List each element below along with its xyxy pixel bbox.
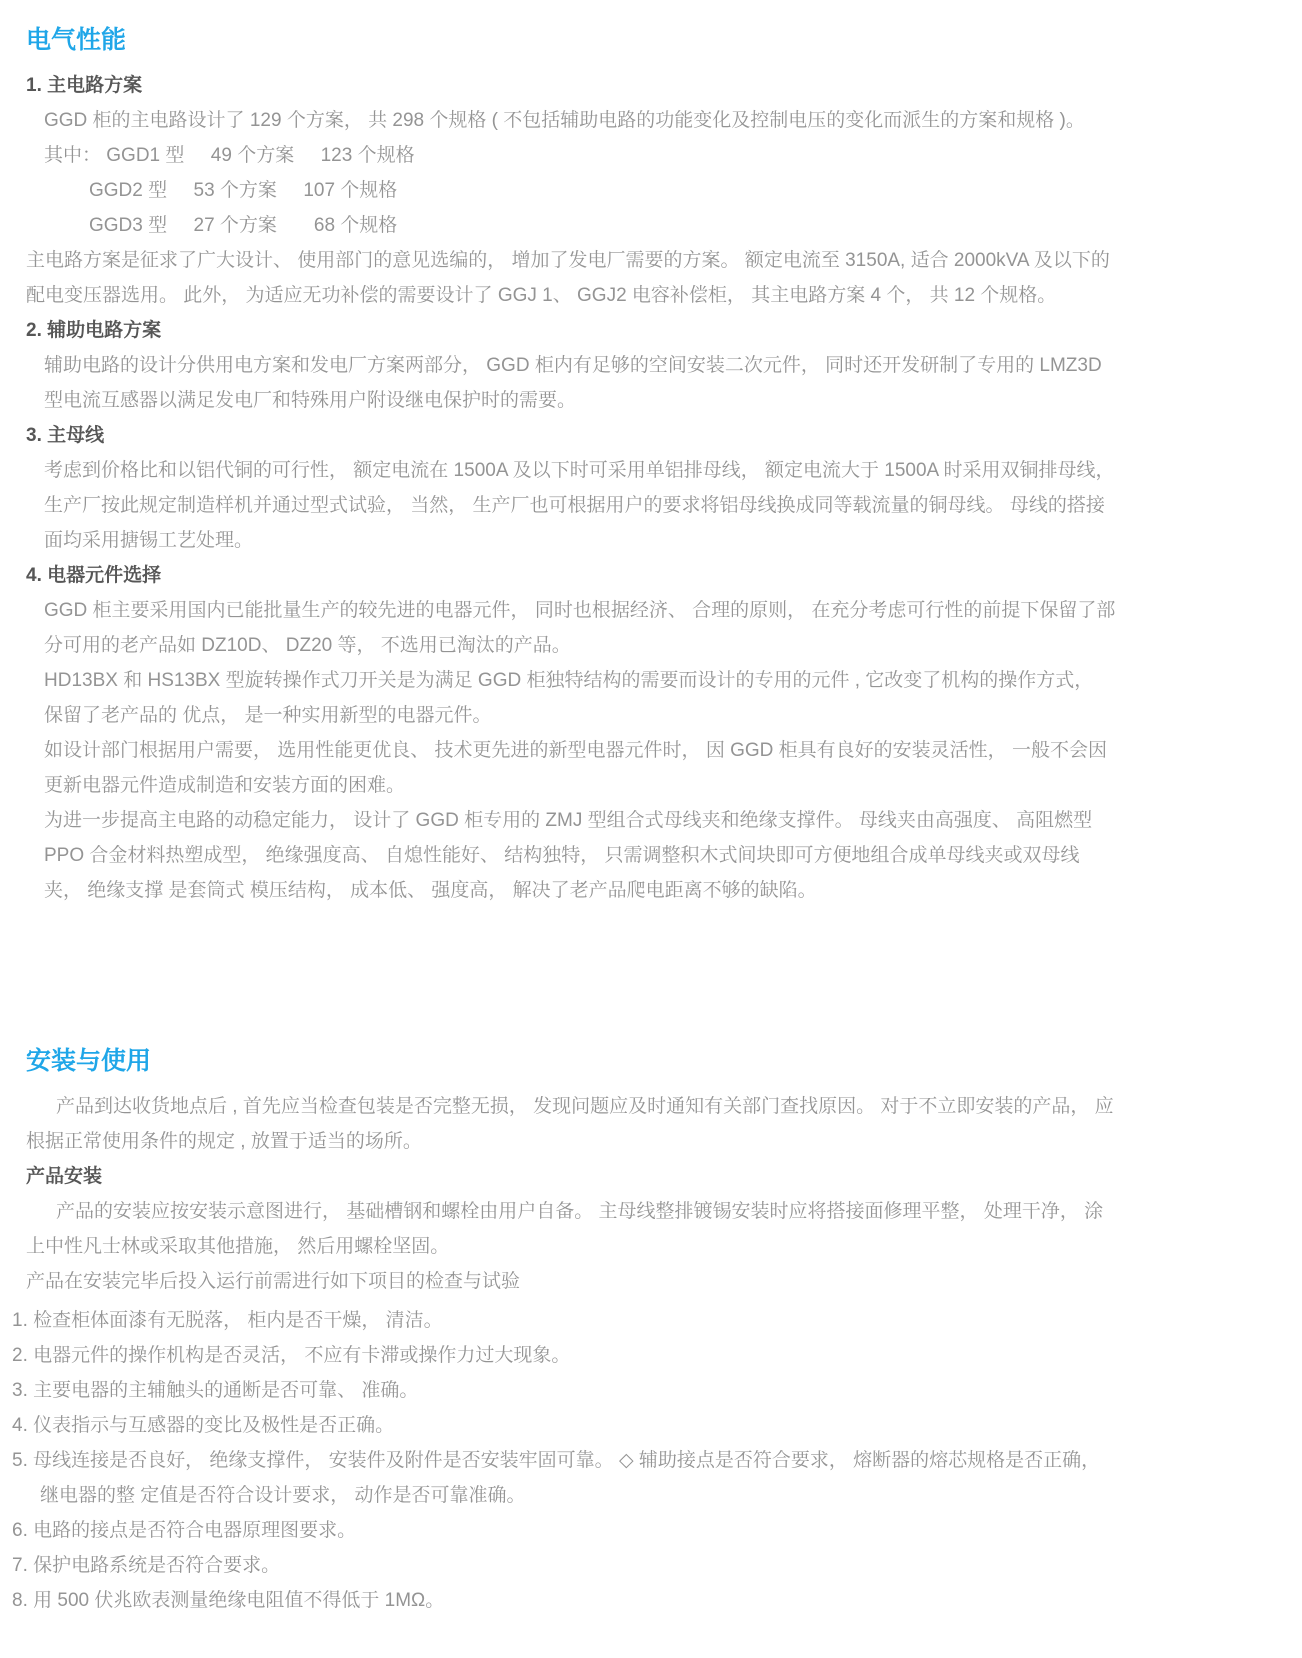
paragraph-component-selection-4: 为进一步提高主电路的动稳定能力， 设计了 GGD 柜专用的 ZMJ 型组合式母线夹和绝缘支撑件。 母线夹由高强度、 高阻燃型 PPO 合金材料热塑成型， 绝缘强度高、 自熄性能好、 结构独特， 只需调整积木式间块即可方便地组合成单母线夹或双母线夹， 绝缘支撑 是套筒式 模压结构， 成本低、 强度高， 解决了老产品爬电距离不够的缺陷。 (44, 810, 1093, 901)
check-item-2: 2. 电器元件的操作机构是否灵活， 不应有卡滞或操作力过大现象。 (12, 1345, 571, 1366)
spec-line-ggd1: 其中： GGD1 型 49 个方案 123 个规格 (44, 145, 415, 166)
check-list (12, 1303, 1116, 1618)
paragraph-component-selection-3: 如设计部门根据用户需要， 选用性能更优良、 技术更先进的新型电器元件时， 因 GGD 柜具有良好的安装灵活性， 一般不会因更新电器元件造成制造和安装方面的困难。 (44, 740, 1107, 796)
subheading-main-busbar: 3. 主母线 (26, 425, 105, 446)
paragraph-product-installation: 产品的安装应按安装示意图进行， 基础槽钢和螺栓由用户自备。 主母线整排镀锡安装时应将搭接面修理平整， 处理干净， 涂上中性凡士林或采取其他措施， 然后用螺栓坚固。 (26, 1201, 1104, 1257)
section-electrical-performance (26, 22, 1116, 908)
subheading-product-installation: 产品安装 (26, 1166, 103, 1187)
subheading-auxiliary-circuit: 2. 辅助电路方案 (26, 320, 162, 341)
check-item-8: 8. 用 500 伏兆欧表测量绝缘电阻值不得低于 1MΩ。 (12, 1590, 445, 1611)
check-item-6: 6. 电路的接点是否符合电器原理图要求。 (12, 1520, 357, 1541)
check-item-5: 5. 母线连接是否良好， 绝缘支撑件， 安装件及附件是否安装牢固可靠。 ◇ 辅助接点是否符合要求， 熔断器的熔芯规格是否正确， 继电器的整 定值是否符合设计要求， 动作是否可靠准确。 (12, 1450, 1101, 1506)
paragraph-component-selection-2: HD13BX 和 HS13BX 型旋转操作式刀开关是为满足 GGD 柜独特结构的需要而设计的专用的元件 , 它改变了机构的操作方式， 保留了老产品的 优点， 是一种实用新型的电器元件。 (44, 670, 1094, 726)
paragraph-main-circuit-detail: 主电路方案是征求了广大设计、 使用部门的意见选编的， 增加了发电厂需要的方案。 额定电流至 3150A, 适合 2000kVA 及以下的配电变压器选用。 此外， 为适应无功补偿的需要设计了 GGJ 1、 GGJ2 电容补偿柜， 其主电路方案 4 个， 共 12 个规格。 (26, 250, 1110, 306)
subheading-component-selection: 4. 电器元件选择 (26, 565, 162, 586)
spec-line-ggd3: GGD3 型 27 个方案 68 个规格 (89, 215, 398, 236)
paragraph-component-selection-1: GGD 柜主要采用国内已能批量生产的较先进的电器元件， 同时也根据经济、 合理的原则， 在充分考虑可行性的前提下保留了部分可用的老产品如 DZ10D、 DZ20 等， 不选用已淘汰的产品。 (44, 600, 1116, 656)
paragraph-auxiliary-circuit: 辅助电路的设计分供用电方案和发电厂方案两部分， GGD 柜内有足够的空间安装二次元件， 同时还开发研制了专用的 LMZ3D 型电流互感器以满足发电厂和特殊用户附设继电保护时的需要。 (44, 355, 1102, 411)
check-item-3: 3. 主要电器的主辅触头的通断是否可靠、 准确。 (12, 1380, 419, 1401)
subheading-main-circuit: 1. 主电路方案 (26, 75, 143, 96)
section-installation-use (12, 1043, 1116, 1618)
paragraph-check-intro: 产品在安装完毕后投入运行前需进行如下项目的检查与试验 (26, 1271, 521, 1292)
paragraph-installation-intro: 产品到达收货地点后 , 首先应当检查包装是否完整无损， 发现问题应及时通知有关部门查找原因。 对于不立即安装的产品， 应根据正常使用条件的规定 , 放置于适当的场所。 (26, 1096, 1114, 1152)
check-item-7: 7. 保护电路系统是否符合要求。 (12, 1555, 281, 1576)
electrical-performance-title: 电气性能 (26, 26, 127, 54)
installation-use-title: 安装与使用 (26, 1047, 152, 1075)
check-item-1: 1. 检查柜体面漆有无脱落， 柜内是否干燥， 清洁。 (12, 1310, 443, 1331)
paragraph-main-busbar: 考虑到价格比和以铝代铜的可行性， 额定电流在 1500A 及以下时可采用单铝排母线， 额定电流大于 1500A 时采用双铜排母线， 生产厂按此规定制造样机并通过型式试验， 当然， 生产厂也可根据用户的要求将铝母线换成同等载流量的铜母线。 母线的搭接面均采用搪锡工艺处理。 (44, 460, 1115, 551)
paragraph-main-circuit-intro: GGD 柜的主电路设计了 129 个方案， 共 298 个规格 ( 不包括辅助电路的功能变化及控制电压的变化而派生的方案和规格 )。 (44, 110, 1085, 131)
spec-line-ggd2: GGD2 型 53 个方案 107 个规格 (89, 180, 398, 201)
check-item-4: 4. 仪表指示与互感器的变比及极性是否正确。 (12, 1415, 395, 1436)
